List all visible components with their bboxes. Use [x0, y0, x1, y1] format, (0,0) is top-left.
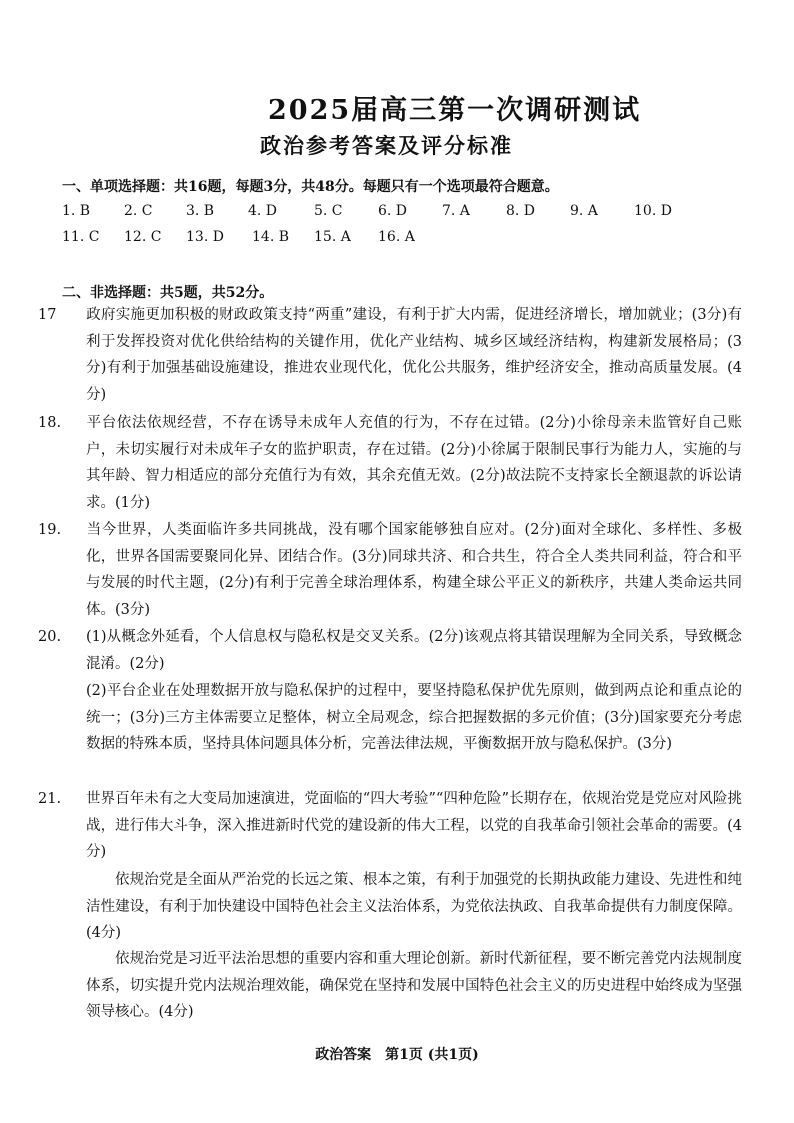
question-21-paragraph-3: 依规治党是习近平法治思想的重要内容和重大理论创新。新时代新征程，要不断完善党内法规制度体系，切实提升党内法规治理效能，确保党在坚持和发展中国特色社会主义的历史进程中始终成为坚强领导核心。(4分)	[86, 951, 742, 1020]
answer-text: 当今世界，人类面临许多共同挑战，没有哪个国家能够独自应对。(2分)面对全球化、多样性、多极化，世界各国需要聚同化异、团结合作。(3分)同球共济、和合共生，符合全人类共同利益，符合和平与发展的时代主题，(2分)有利于完善全球治理体系，构建全球公平正义的新秩序，共建人类命运共同体。(3分)	[86, 522, 742, 618]
question-number: 17	[38, 307, 57, 323]
answer-7: 7. A	[442, 203, 470, 219]
question-21	[38, 786, 742, 866]
answer-11: 11. C	[62, 229, 100, 245]
answer-part-1: (1)从概念外延看，个人信息权与隐私权是交叉关系。(2分)该观点将其错误理解为全同关系，导致概念混淆。(2分)	[86, 629, 742, 672]
answer-6: 6. D	[378, 203, 408, 219]
question-20-part-2: (2)平台企业在处理数据开放与隐私保护的过程中，要坚持隐私保护优先原则，做到两点论和重点论的统一；(3分)三方主体需要立足整体，树立全局观念，综合把握数据的多元价值；(3分)国家要充分考虑数据的特殊本质，坚持具体问题具体分析，完善法律法规，平衡数据开放与隐私保护。(3分)	[86, 683, 742, 752]
answer-3: 3. B	[186, 203, 215, 219]
answer-text: 政府实施更加积极的财政政策支持“两重”建设，有利于扩大内需，促进经济增长，增加就业；(3分)有利于发挥投资对优化供给结构的关键作用，优化产业结构、城乡区域经济结构，构建新发展格局；(3分)有利于加强基础设施建设，推进农业现代化，优化公共服务，维护经济安全，推动高质量发展。(4分)	[86, 307, 742, 403]
answer-16: 16. A	[378, 229, 415, 245]
question-number: 19.	[38, 522, 62, 538]
question-18	[38, 410, 742, 516]
answer-8: 8. D	[506, 203, 536, 219]
question-number: 21.	[38, 791, 62, 807]
section2-heading: 二、非选择题：共5题，共52分。	[62, 285, 274, 301]
question-17	[38, 302, 742, 408]
section1-heading: 一、单项选择题：共16题，每题3分，共48分。每题只有一个选项最符合题意。	[62, 179, 559, 195]
answer-2: 2. C	[124, 203, 153, 219]
question-20	[38, 624, 742, 677]
question-number: 20.	[38, 629, 62, 645]
answer-13: 13. D	[186, 229, 224, 245]
answer-4: 4. D	[248, 203, 278, 219]
answer-1: 1. B	[62, 203, 91, 219]
answer-text: 平台依法依规经营，不存在诱导未成年人充值的行为，不存在过错。(2分)小徐母亲未监管好自己账户，未切实履行对未成年子女的监护职责，存在过错。(2分)小徐属于限制民事行为能力人，实施的与其年龄、智力相适应的部分充值行为有效，其余充值无效。(2分)故法院不支持家长全额退款的诉讼请求。(1分)	[86, 415, 742, 511]
question-19	[38, 517, 742, 623]
question-21-paragraph-2: 依规治党是全面从严治党的长远之策、根本之策，有利于加强党的长期执政能力建设、先进性和纯洁性建设，有利于加快建设中国特色社会主义法治体系，为党依法执政、自我革命提供有力制度保障。(4分)	[86, 872, 742, 941]
answer-5: 5. C	[314, 203, 343, 219]
page-footer: 政治答案 第1页 (共1页)	[315, 1047, 479, 1063]
answer-9: 9. A	[570, 203, 598, 219]
answer-14: 14. B	[252, 229, 290, 245]
answer-12: 12. C	[124, 229, 162, 245]
page-title: 2025届高三第一次调研测试	[268, 95, 642, 126]
answer-paragraph-1: 世界百年未有之大变局加速演进，党面临的“四大考验”“四种危险”长期存在，依规治党是党应对风险挑战，进行伟大斗争，深入推进新时代党的建设新的伟大工程，以党的自我革命引领社会革命的需要。(4分)	[86, 791, 742, 860]
page-subtitle: 政治参考答案及评分标准	[260, 133, 513, 158]
answer-10: 10. D	[634, 203, 672, 219]
answer-15: 15. A	[314, 229, 351, 245]
question-number: 18.	[38, 415, 62, 431]
